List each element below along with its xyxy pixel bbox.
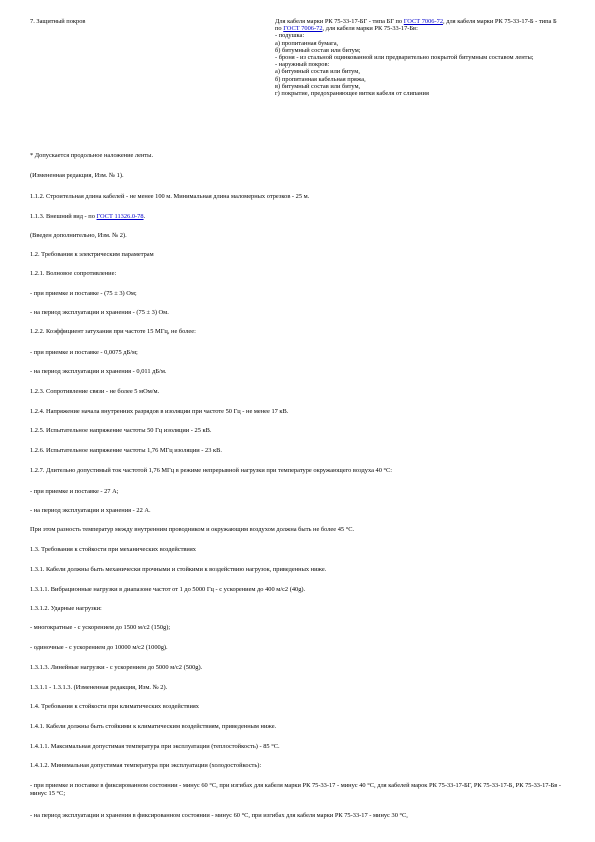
- paragraph: - на период эксплуатации и хранения в фиксированном состоянии - минус 60 °С, при изгибах для кабеля марки РК 75-33-17 - минус 30 °С,: [30, 812, 408, 819]
- paragraph: - при приемке и поставке - 0,0075 дБ/м;: [30, 349, 138, 356]
- footnote: * Допускается продольное наложение ленты.: [30, 152, 154, 159]
- description-line: - наружный покров:: [275, 61, 330, 69]
- table-cell-component: 7. Защитный покров: [30, 18, 86, 25]
- paragraph: 1.3.1.2. Ударные нагрузки:: [30, 605, 102, 612]
- gost-link-3[interactable]: ГОСТ 11326.0-78: [96, 213, 144, 220]
- paragraph: 1.3.1.1. Вибрационные нагрузки в диапазоне частот от 1 до 5000 Гц - с ускорением до 400 м/с2 (40g).: [30, 586, 306, 593]
- description-line: б) пропитанная кабельная пряжа,: [275, 75, 366, 83]
- paragraph: 1.2.5. Испытательное напряжение частоты 50 Гц изоляции - 25 кВ.: [30, 427, 212, 434]
- table-cell-description: [275, 18, 560, 97]
- description-line: в) битумный состав или битум,: [275, 82, 361, 90]
- paragraph: 1.3.1.1 - 1.3.1.3. (Измененная редакция, Изм. № 2).: [30, 684, 168, 691]
- paragraph: - при приемке и поставке - (75 ± 3) Ом;: [30, 290, 137, 297]
- paragraph: 1.4.1.1. Максимальная допустимая температура при эксплуатации (теплостойкость) - 85 °С.: [30, 743, 280, 750]
- paragraph: - одиночные - с ускорением до 10000 м/с2 (1000g).: [30, 644, 168, 651]
- paragraph: - на период эксплуатации и хранения - 22 А.: [30, 507, 151, 514]
- paragraph: - при приемке и поставке - 27 А;: [30, 488, 119, 495]
- paragraph: 1.1.2. Строительная длина кабелей - не менее 100 м. Минимальная длина маломерных отрезков - 25 м.: [30, 193, 310, 200]
- description-line: г) покрытие, предохраняющее витки кабеля от слипания: [275, 90, 429, 98]
- paragraph: (Введен дополнительно, Изм. № 2).: [30, 232, 127, 239]
- paragraph: (Измененная редакция, Изм. № 1).: [30, 172, 124, 179]
- paragraph: 1.2.4. Напряжение начала внутренних разрядов в изоляции при частоте 50 Гц - не менее 17 кВ.: [30, 408, 289, 415]
- description-line: а) битумный состав или битум,: [275, 68, 360, 76]
- paragraph: 1.1.3. Внешний вид - по ГОСТ 11326.0-78.: [30, 213, 146, 220]
- paragraph: 1.2.3. Сопротивление связи - не более 5 мОм/м.: [30, 388, 160, 395]
- paragraph: - многократные - с ускорением до 1500 м/с2 (150g);: [30, 624, 171, 631]
- gost-link-2[interactable]: ГОСТ 7006-72: [283, 25, 323, 33]
- description-line: а) пропитанная бумага,: [275, 39, 339, 47]
- description-line: - броня - из стальной оцинкованной или предварительно покрытой битумным составом ленты;: [275, 54, 534, 62]
- paragraph: 1.2.1. Волновое сопротивление:: [30, 270, 117, 277]
- description-line: - подушка:: [275, 32, 305, 40]
- paragraph: - на период эксплуатации и хранения - (75 ± 3) Ом.: [30, 309, 169, 316]
- section-heading: 1.2. Требования к электрическим параметрам: [30, 251, 154, 258]
- gost-link-1[interactable]: ГОСТ 7006-72: [403, 18, 444, 25]
- paragraph: 1.2.6. Испытательное напряжение частоты 1,76 МГц изоляции - 23 кВ.: [30, 447, 222, 454]
- description-line: б) битумный состав или битум;: [275, 46, 361, 54]
- paragraph: - при приемке и поставке в фиксированном состоянии - минус 60 °С, при изгибах для кабеля марки РК 75-33-17 - минус 40 °С, для кабелей марок РК 75-33-17-БГ, РК 75-33-17-Б, РК 75-33-17-Бв - минус 15 °С;: [30, 782, 562, 797]
- paragraph: 1.2.7. Длительно допустимый ток частотой 1,76 МГц в режиме непрерывной нагрузки при температуре окружающего воздуха 40 °С:: [30, 467, 393, 474]
- paragraph: - на период эксплуатации и хранения - 0,011 дБ/м.: [30, 368, 167, 375]
- paragraph: 1.3.1.3. Линейные нагрузки - с ускорением до 5000 м/с2 (500g).: [30, 664, 203, 671]
- section-heading: 1.3. Требования к стойкости при механических воздействиях: [30, 546, 196, 553]
- paragraph: 1.4.1. Кабели должны быть стойкими к климатическим воздействиям, приведенным ниже.: [30, 723, 277, 730]
- paragraph: 1.3.1. Кабели должны быть механически прочными и стойкими к воздействию нагрузок, приведенных ниже.: [30, 566, 327, 573]
- section-heading: 1.4. Требования к стойкости при климатических воздействиях: [30, 703, 199, 710]
- paragraph: 1.4.1.2. Минимальная допустимая температура при эксплуатации (холодостойкость):: [30, 762, 262, 769]
- description-intro: Для кабеля марки РК 75-33-17-БГ - типа БГ по ГОСТ 7006-72, для кабеля марки РК 75-33-17-Б - типа Б по ГОСТ 7006-72, для кабеля марки РК 75-33-17-Бв:: [275, 18, 557, 33]
- paragraph: 1.2.2. Коэффициент затухания при частоте 15 МГц, не более:: [30, 328, 196, 335]
- paragraph: При этом разность температур между внутренним проводником и окружающим воздухом должна быть не более 45 °С.: [30, 526, 355, 533]
